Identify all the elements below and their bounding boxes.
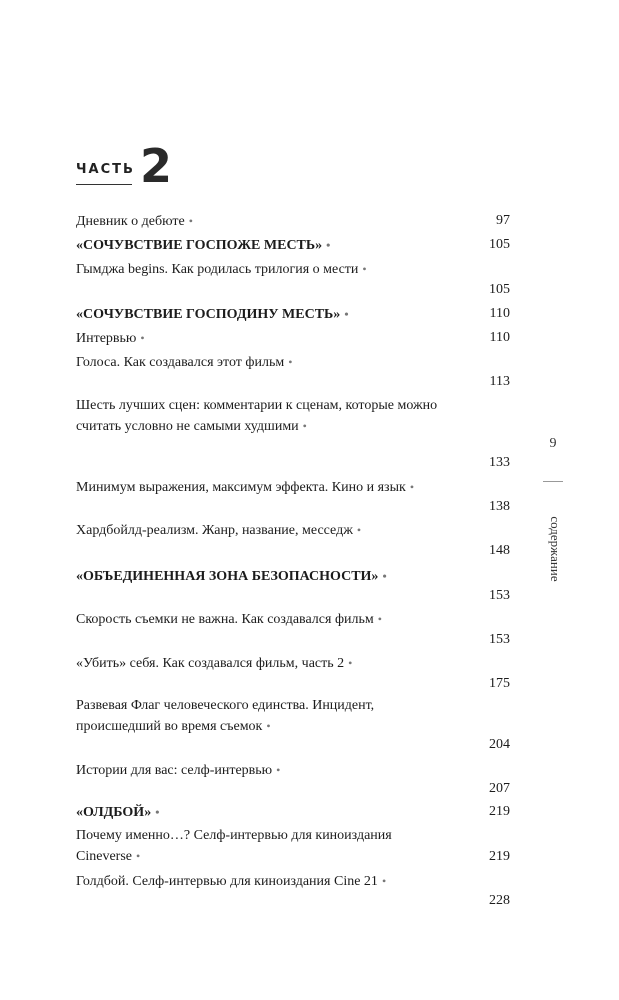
- bullet-dot: •: [135, 849, 141, 863]
- bullet-dot: •: [381, 874, 387, 888]
- toc-entry-title: «СОЧУВСТВИЕ ГОСПОЖЕ МЕСТЬ» •: [76, 238, 331, 253]
- bullet-dot: •: [377, 612, 382, 626]
- bullet-dot: •: [348, 656, 353, 670]
- toc-entry-page: 228: [489, 893, 510, 908]
- bullet-dot: •: [188, 214, 193, 228]
- toc-entry-title: Голоса. Как создавался этот фильм •: [76, 355, 293, 370]
- toc-entry-title: Шесть лучших сцен: комментарии к сценам, которые можно считать условно не самыми худшими •: [76, 398, 438, 434]
- toc-entry-page: 138: [489, 499, 510, 514]
- toc-entry-page: 204: [489, 737, 510, 752]
- toc-entry-page: 110: [489, 306, 510, 321]
- toc-entry-title: Скорость съемки не важна. Как создавался фильм •: [76, 612, 382, 627]
- bullet-dot: •: [302, 419, 307, 433]
- toc-entry-title: Интервью •: [76, 331, 145, 346]
- toc-entry-page: 105: [489, 237, 510, 252]
- toc-entry-page: 113: [489, 374, 510, 389]
- bullet-dot: •: [140, 331, 145, 345]
- bullet-dot: •: [326, 238, 331, 252]
- toc-entry-page: 207: [489, 781, 510, 796]
- toc-entry-page: 153: [489, 632, 510, 647]
- toc-entry-title: Истории для вас: селф-интервью •: [76, 763, 281, 778]
- toc-entry-page: 219: [489, 849, 510, 864]
- toc-entry-title: Почему именно…? Селф-интервью для киноиздания Cineverse •: [76, 828, 392, 864]
- toc-entry-title: «СОЧУВСТВИЕ ГОСПОДИНУ МЕСТЬ» •: [76, 307, 349, 322]
- bullet-dot: •: [266, 719, 271, 733]
- bullet-dot: •: [356, 523, 362, 537]
- toc-entry-page: 148: [489, 543, 510, 558]
- toc-entry-page: 175: [489, 676, 510, 691]
- toc-entry-page: 110: [489, 330, 510, 345]
- bullet-dot: •: [288, 355, 293, 369]
- side-divider: [543, 481, 563, 482]
- part-underline: [76, 184, 132, 185]
- toc-entry-title: «Убить» себя. Как создавался фильм, часть 2 •: [76, 656, 353, 671]
- toc-entry-title: «ОБЪЕДИНЕННАЯ ЗОНА БЕЗОПАСНОСТИ» •: [76, 569, 387, 584]
- toc-entry-page: 153: [489, 588, 510, 603]
- toc-entry-title: Гымджа begins. Как родилась трилогия о мести •: [76, 262, 367, 277]
- toc-entry-page: 133: [489, 455, 510, 470]
- toc-entry-page: 97: [496, 213, 510, 228]
- bullet-dot: •: [362, 262, 367, 276]
- page-number: 9: [549, 436, 557, 451]
- toc-entry-title: Голдбой. Селф-интервью для киноиздания Cine 21 •: [76, 874, 387, 889]
- part-label: ЧАСТЬ: [76, 162, 135, 177]
- bullet-dot: •: [276, 763, 281, 777]
- toc-entry-title: Дневник о дебюте •: [76, 214, 193, 229]
- part-number: 2: [140, 139, 173, 193]
- toc-entry-page: 219: [489, 804, 510, 819]
- toc-entry-page: 105: [489, 282, 510, 297]
- running-head: содержание: [548, 516, 563, 582]
- toc-entry-title: Хардбойлд-реализм. Жанр, название, месседж •: [76, 523, 362, 538]
- bullet-dot: •: [155, 805, 160, 819]
- bullet-dot: •: [409, 480, 415, 494]
- bullet-dot: •: [344, 307, 349, 321]
- toc-entry-title: Минимум выражения, максимум эффекта. Кино и язык •: [76, 480, 415, 495]
- toc-entry-title: «ОЛДБОЙ» •: [76, 805, 160, 820]
- bullet-dot: •: [382, 569, 387, 583]
- toc-entry-title: Развевая Флаг человеческого единства. Инцидент, происшедший во время съемок •: [76, 698, 375, 734]
